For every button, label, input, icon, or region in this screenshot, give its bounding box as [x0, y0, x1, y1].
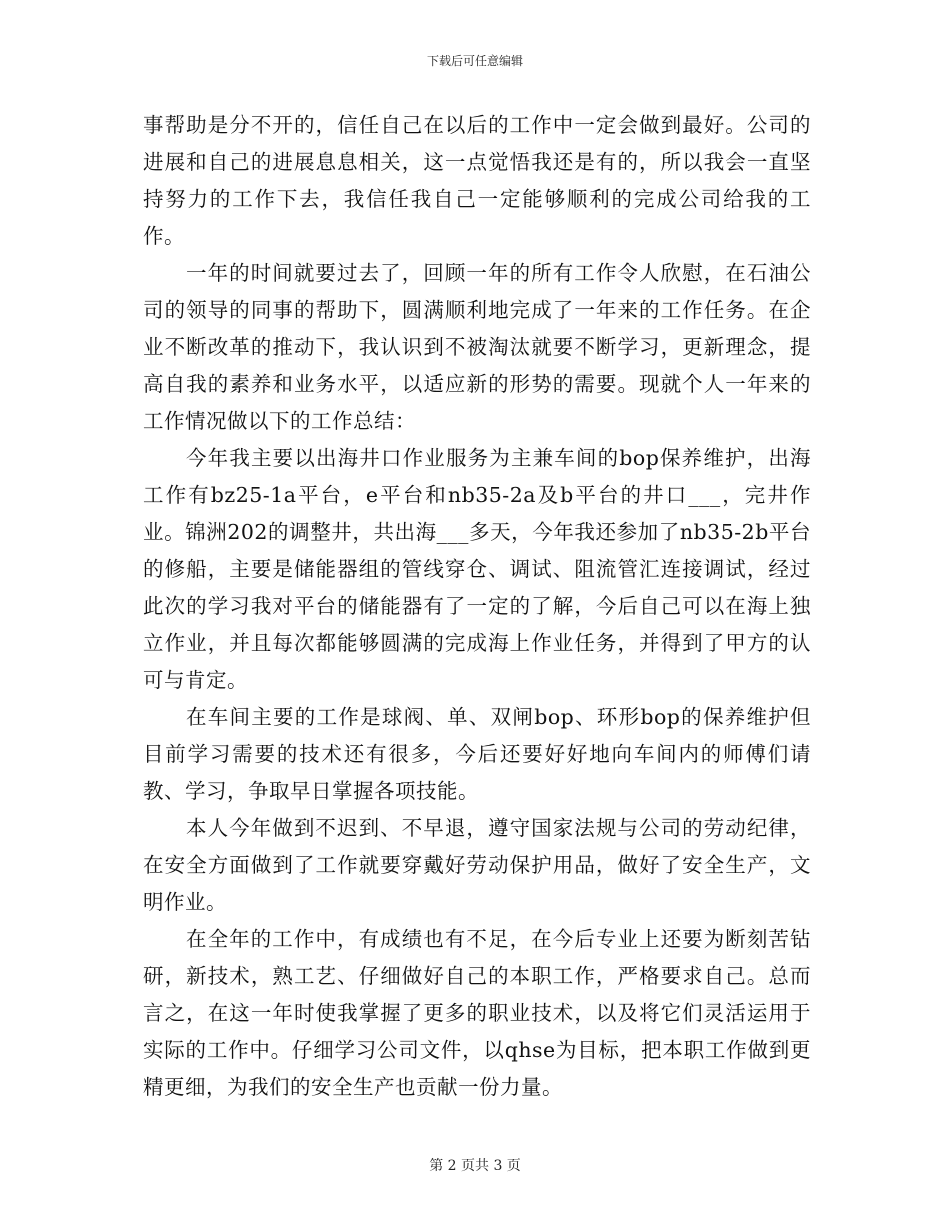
- page-footer: [0, 1157, 950, 1175]
- header-text: 下载后可任意编辑: [426, 54, 523, 68]
- document-body: [143, 107, 811, 1106]
- page-number: 第 2 页共 3 页: [429, 1158, 521, 1174]
- paragraph-5: 本人今年做到不迟到、不早退，遵守国家法规与公司的劳动纪律，在安全方面做到了工作就要穿戴好劳动保护用品，做好了安全生产，文明作业。: [143, 816, 811, 914]
- page-header: [0, 53, 950, 69]
- paragraph-6: 在全年的工作中，有成绩也有不足，在今后专业上还要为断刻苦钻研，新技术，熟工艺、仔细做好自己的本职工作，严格要求自己。总而言之，在这一年时使我掌握了更多的职业技术，以及将它们灵活运用于实际的工作中。仔细学习公司文件，以qhse为目标，把本职工作做到更精更细，为我们的安全生产也贡献一份力量。: [143, 927, 811, 1099]
- paragraph-3: 今年我主要以出海井口作业服务为主兼车间的bop保养维护，出海工作有bz25-1a平台，e平台和nb35-2a及b平台的井口___，完井作业。锦洲202的调整井，共出海___多天，今年我还参加了nb35-2b平台的修船，主要是储能器组的管线穿仓、调试、阻流管汇连接调试，经过此次的学习我对平台的储能器有了一定的了解，今后自己可以在海上独立作业，并且每次都能够圆满的完成海上作业任务，并得到了甲方的认可与肯定。: [143, 446, 811, 692]
- paragraph-2: 一年的时间就要过去了，回顾一年的所有工作令人欣慰，在石油公司的领导的同事的帮助下，圆满顺利地完成了一年来的工作任务。在企业不断改革的推动下，我认识到不被淘汰就要不断学习，更新理念，提高自我的素养和业务水平，以适应新的形势的需要。现就个人一年来的工作情况做以下的工作总结：: [143, 261, 811, 433]
- paragraph-4: 在车间主要的工作是球阀、单、双闸bop、环形bop的保养维护但目前学习需要的技术还有很多，今后还要好好地向车间内的师傅们请教、学习，争取早日掌握各项技能。: [143, 705, 811, 803]
- paragraph-1: 事帮助是分不开的，信任自己在以后的工作中一定会做到最好。公司的进展和自己的进展息息相关，这一点觉悟我还是有的，所以我会一直坚持努力的工作下去，我信任我自己一定能够顺利的完成公司给我的工作。: [143, 113, 811, 248]
